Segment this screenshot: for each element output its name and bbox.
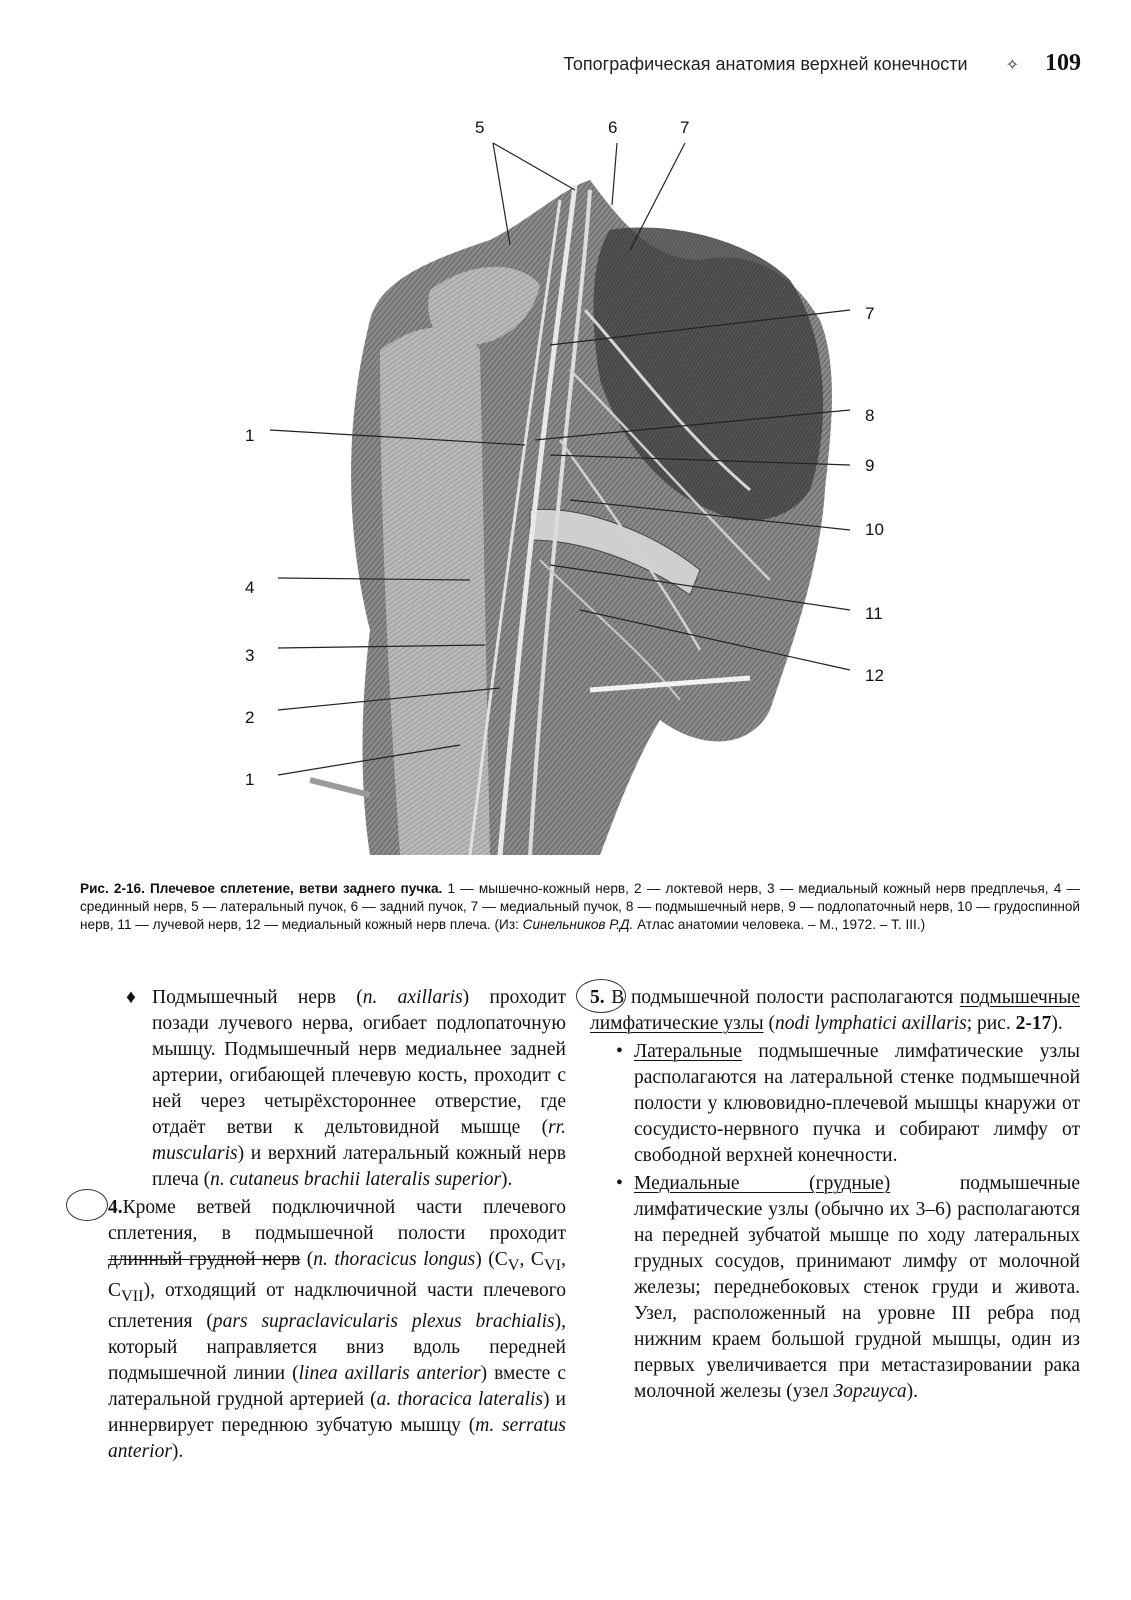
paragraph-5-lymph-nodes xyxy=(590,985,1080,1037)
text: ) и иннервирует переднюю зубчатую мышцу ( xyxy=(108,1388,566,1436)
text: ) и верхний латеральный кожный нерв плеча ( xyxy=(152,1143,566,1190)
text: В подмышечной полости располагаются xyxy=(604,987,960,1008)
text: ) (C xyxy=(475,1249,508,1270)
label-1-upper: 1 xyxy=(245,426,255,445)
label-7-top: 7 xyxy=(680,118,690,137)
text: подмышечные лимфатические узлы (обычно их 3–6) располагаются на передней зубчатой мышце по ходу латеральных грудных сосудов, принимают лимфу от молочной железы; переднебоковых стенок груди и живота. Узел, расположенный на уровне III ребра под нижним краем большой грудной мышцы, один из первых увеличивается при метастазировании рака молочной железы (узел xyxy=(634,1173,1081,1402)
caption-author: Синельников Р.Д. xyxy=(522,917,634,932)
dot-bullet-icon: • xyxy=(616,1173,623,1194)
latin-term: n. cutaneus brachii lateralis superior xyxy=(210,1169,502,1190)
label-12: 12 xyxy=(865,666,884,685)
anatomy-figure xyxy=(230,110,1130,880)
figure-ref: 2-17 xyxy=(1015,1013,1052,1034)
anatomy-illustration xyxy=(230,110,1130,880)
label-3: 3 xyxy=(245,646,255,665)
label-5: 5 xyxy=(475,118,485,137)
underlined-term: Медиальные (грудные) xyxy=(634,1173,891,1194)
diamond-ornament-icon: ✧ xyxy=(1005,57,1019,74)
item-number: 4. xyxy=(108,1197,123,1218)
text: ( xyxy=(300,1249,314,1270)
diamond-bullet-icon: ♦ xyxy=(126,987,136,1008)
text: ). xyxy=(906,1381,918,1402)
text: , C xyxy=(519,1249,544,1270)
text: ( xyxy=(763,1013,775,1034)
label-9: 9 xyxy=(865,456,875,475)
latin-term: rr. muscularis xyxy=(152,1117,566,1164)
struck-term: длинный грудной нерв xyxy=(108,1249,301,1270)
subscript: VII xyxy=(121,1286,144,1305)
paragraph-axillary-nerve xyxy=(108,985,566,1193)
text: Кроме ветвей подключичной части плечевого сплетения, в подмышечной полости проходит xyxy=(108,1197,566,1244)
item-number: 5. xyxy=(590,987,605,1008)
underlined-term: Латеральные xyxy=(634,1041,742,1062)
figure-caption xyxy=(80,880,1080,934)
subscript: VI xyxy=(543,1255,562,1274)
text: ). xyxy=(171,1440,184,1462)
latin-term: m. serratus anterior xyxy=(108,1414,566,1462)
label-6: 6 xyxy=(608,118,618,137)
dot-bullet-icon: • xyxy=(616,1041,623,1062)
caption-body: 1 — мышечно-кожный нерв, 2 — локтевой нерв, 3 — медиальный кожный нерв предплечья, 4 — срединный нерв, 5 — латеральный пучок, 6 — задний пучок, 7 — медиальный пучок, 8 — подмышечный нерв, 9 — подлопаточный нерв, 10 — грудоспинной нерв, 11 — лучевой нерв, 12 — медиальный кожный нерв плеча. (Из: xyxy=(80,881,1080,932)
label-4: 4 xyxy=(245,578,255,597)
label-7-side: 7 xyxy=(865,304,875,323)
label-2: 2 xyxy=(245,708,255,727)
label-11: 11 xyxy=(865,604,883,623)
eponym: Зоргиуса xyxy=(833,1381,907,1402)
hand-drawn-circle xyxy=(576,979,626,1013)
label-10: 10 xyxy=(865,520,884,539)
running-title: Топографическая анатомия верхней конечности xyxy=(563,54,968,74)
subscript: V xyxy=(507,1255,520,1274)
bullet-medial-nodes xyxy=(590,1171,1080,1405)
label-1-lower: 1 xyxy=(245,770,255,789)
latin-term: nodi lymphatici axillaris xyxy=(774,1013,967,1034)
right-column xyxy=(590,985,1080,1405)
label-8: 8 xyxy=(865,406,875,425)
text: ). xyxy=(1051,1013,1063,1034)
caption-lead: Рис. 2-16. Плечевое сплетение, ветви заднего пучка. xyxy=(80,881,443,896)
text: ), который направляется вниз вдоль передней подмышечной линии ( xyxy=(108,1310,566,1384)
text: подмышечные лимфатические узлы располагаются на латеральной стенке подмышечной полости у клювовидно-плечевой мышцы кнаружи от сосудисто-нервного пучка и собирают лимфу от свободной верхней конечности. xyxy=(634,1041,1080,1166)
text: Подмышечный нерв ( xyxy=(152,987,363,1008)
text: ) вместе с латеральной грудной артерией ( xyxy=(108,1362,566,1410)
latin-term: n. axillaris xyxy=(362,987,463,1008)
hand-drawn-circle xyxy=(66,1189,108,1221)
latin-term: pars supraclavicularis plexus brachialis xyxy=(212,1310,555,1332)
page-number: 109 xyxy=(1045,50,1081,76)
paragraph-4-long-thoracic-nerve xyxy=(108,1195,566,1465)
latin-term: linea axillaris anterior xyxy=(298,1362,481,1384)
arm-region xyxy=(380,328,490,856)
bullet-lateral-nodes xyxy=(590,1039,1080,1169)
text: ), отходящий от надключичной части плечевого сплетения ( xyxy=(108,1279,566,1332)
caption-source: Атлас анатомии человека. – М., 1972. – Т. III.) xyxy=(633,917,926,932)
text: ) проходит позади лучевого нерва, огибает подлопаточную мышцу. Подмышечный нерв медиальнее задней артерии, огибающей плечевую кость, проходит с ней через четырёхстороннее отверстие, где отдаёт ветви к дельтовидной мышце ( xyxy=(152,987,566,1138)
text: , C xyxy=(108,1249,566,1301)
text: ; рис. xyxy=(966,1013,1016,1034)
underlined-term: подмышечные лимфатические узлы xyxy=(590,987,1080,1034)
left-column xyxy=(108,985,566,1465)
running-head xyxy=(480,50,1081,80)
text: ). xyxy=(501,1169,513,1190)
latin-term: n. thoracicus longus xyxy=(313,1249,476,1270)
latin-term: a. thoracica lateralis xyxy=(376,1388,544,1410)
